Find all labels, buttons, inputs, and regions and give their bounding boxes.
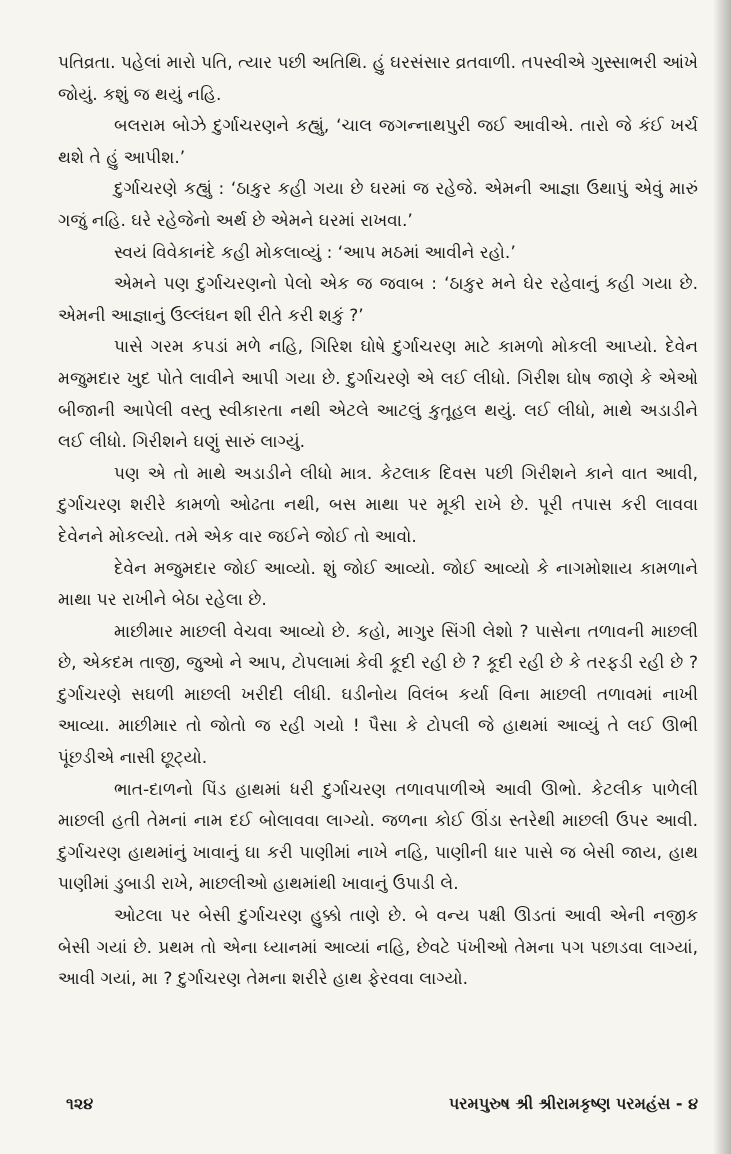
page-edge-shadow — [713, 0, 731, 1154]
paragraph-8: દેવેન મજુમદાર જોઈ આવ્યો. શું જોઈ આવ્યો. જોઈ આવ્યો કે નાગમોશાય કામળાને માથા પર રાખીને બેઠા રહેલા છે. — [58, 558, 698, 611]
paragraph-7: પણ એ તો માથે અડાડીને લીધો માત્ર. કેટલાક દિવસ પછી ગિરીશને કાને વાત આવી, દુર્ગાચરણ શરીરે કામળો ઓઢતા નથી, બસ માથા પર મૂકી રાખે છે. પૂરી તપાસ કરી લાવવા દેવેનને મોકલ્યો. તમે એક વાર જઈને જોઈ તો આવો. — [58, 463, 698, 547]
page-footer — [58, 1089, 698, 1119]
paragraph-9: માછીમાર માછલી વેચવા આવ્યો છે. કહો, માગુર સિંગી લેશો ? પાસેના તળાવની માછલી છે, એકદમ તાજી, જુઓ ને આપ, ટોપલામાં કેવી કૂદી રહી છે ? કૂદી રહી છે કે તરફડી રહી છે ? દુર્ગાચરણે સઘળી માછલી ખરીદી લીધી. ઘડીનોય વિલંબ કર્યા વિના માછલી તળાવમાં નાખી આવ્યા. માછીમાર તો જોતો જ રહી ગયો ! પૈસા કે ટોપલી જે હાથમાં આવ્યું તે લઈ ઊભી પૂંછડીએ નાસી છૂટ્યો. — [58, 621, 698, 769]
paragraph-3: દુર્ગાચરણે કહ્યું : ‘ઠાકુર કહી ગયા છે ઘરમાં જ રહેજે. એમની આજ્ઞા ઉથાપું એવું મારું ગજું નહિ. ઘરે રહેજેનો અર્થ છે એમને ઘરમાં રાખવા.’ — [58, 179, 698, 231]
paragraph-11: ઓટલા પર બેસી દુર્ગાચરણ હુક્કો તાણે છે. બે વન્ય પક્ષી ઊડતાં આવી એની નજીક બેસી ગયાં છે. પ્રથમ તો એના ધ્યાનમાં આવ્યાં નહિ, છેવટે પંખીઓ તેમના પગ પછાડવા લાગ્યાં, આવી ગયાં, મા ? દુર્ગાચરણ તેમના શરીરે હાથ ફેરવવા લાગ્યો. — [58, 906, 698, 990]
paragraph-2: બલરામ બોઝે દુર્ગાચરણને કહ્યું, ‘ચાલ જગન્નાથપુરી જઈ આવીએ. તારો જે કંઈ ખર્ચ થશે તે હું આપીશ.’ — [58, 116, 698, 168]
paragraph-10: ભાત-દાળનો પિંડ હાથમાં ધરી દુર્ગાચરણ તળાવપાળીએ આવી ઊભો. કેટલીક પાળેલી માછલી હતી તેમનાં નામ દઈ બોલાવવા લાગ્યો. જળના કોઈ ઊંડા સ્તરેથી માછલી ઉપર આવી. દુર્ગાચરણ હાથમાંનું ખાવાનું ઘા કરી પાણીમાં નાખે નહિ, પાણીની ધાર પાસે જ બેસી જાય, હાથ પાણીમાં ડુબાડી રાખે, માછલીઓ હાથમાંથી ખાવાનું ઉપાડી લે. — [58, 779, 698, 895]
page-body-text — [58, 48, 698, 996]
paragraph-6: પાસે ગરમ કપડાં મળે નહિ, ગિરિશ ઘોષે દુર્ગાચરણ માટે કામળો મોકલી આપ્યો. દેવેન મજુમદાર ખુદ પોતે લાવીને આપી ગયા છે. દુર્ગાચરણે એ લઈ લીધો. ગિરીશ ઘોષ જાણે કે એઓ બીજાની આપેલી વસ્તુ સ્વીકારતા નથી એટલે આટલું કુતૂહલ થયું. લઈ લીધો, માથે અડાડીને લઈ લીધો. ગિરીશને ઘણું સારું લાગ્યું. — [58, 337, 698, 453]
paragraph-4: સ્વયં વિવેકાનંદે કહી મોકલાવ્યું : ‘આપ મઠમાં આવીને રહો.’ — [114, 242, 516, 263]
running-title: પરમપુરુષ શ્રી શ્રીરામકૃષ્ણ પરમહંસ - ૪ — [448, 1094, 698, 1113]
paragraph-5: એમને પણ દુર્ગાચરણનો પેલો એક જ જવાબ : ‘ઠાકુર મને ઘેર રહેવાનું કહી ગયા છે. એમની આજ્ઞાનું ઉલ્લંઘન શી રીતે કરી શકું ?’ — [58, 274, 698, 326]
paragraph-1: પતિવ્રતા. પહેલાં મારો પતિ, ત્યાર પછી અતિથિ. હું ઘરસંસાર વ્રતવાળી. તપસ્વીએ ગુસ્સાભરી આંખે જોયું. કશું જ થયું નહિ. — [58, 53, 698, 105]
page-number: ૧૨૪ — [66, 1094, 94, 1113]
